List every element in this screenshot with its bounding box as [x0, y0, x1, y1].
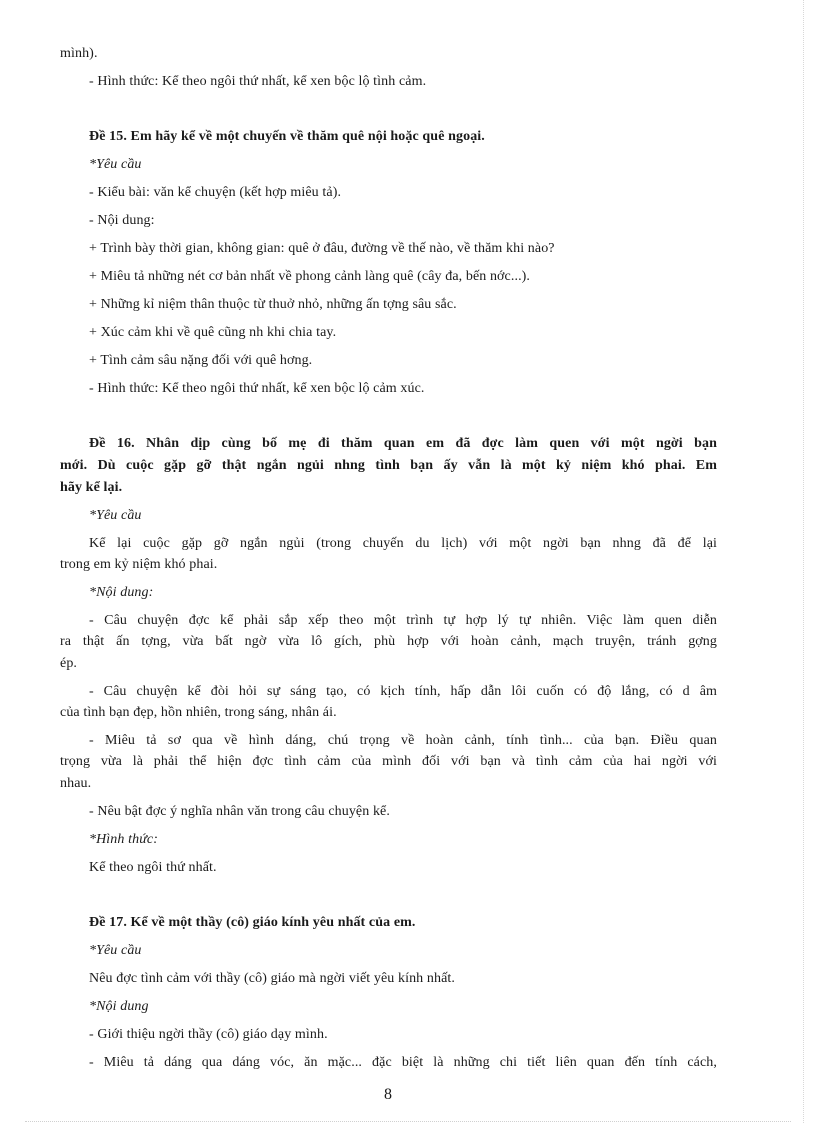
requirement-label: *Yêu cầu — [89, 943, 142, 958]
page-edge-divider — [803, 0, 804, 1123]
content-label: *Nội dung — [89, 999, 149, 1014]
text-line: trọng vừa là phải thể hiện đợc tình cảm của mình đối với bạn và tình cảm của hai ngời với — [60, 754, 717, 769]
section-heading-de-15: Đề 15. Em hãy kể về một chuyến về thăm quê nội hoặc quê ngoại. — [89, 129, 485, 144]
text-line: ra thật ấn tợng, vừa bất ngờ vừa lô gích, phù hợp với hoàn cảnh, mạch truyện, tránh gợng — [60, 634, 717, 649]
content-label: *Nội dung: — [89, 585, 154, 600]
text-line: - Câu chuyện đợc kể phải sắp xếp theo một trình tự hợp lý tự nhiên. Việc làm quen diễn — [89, 613, 717, 628]
text-line: ép. — [60, 656, 78, 671]
text-line: của tình bạn đẹp, hồn nhiên, trong sáng, nhân ái. — [60, 705, 337, 720]
section-heading-de-16: mới. Dù cuộc gặp gỡ thật ngắn ngủi nhng tình bạn ấy vẫn là một kỷ niệm khó phai. Em — [60, 458, 717, 473]
text-line: mình). — [60, 46, 98, 61]
text-line: - Kiểu bài: văn kể chuyện (kết hợp miêu tả). — [89, 185, 342, 200]
text-line: - Miêu tả sơ qua về hình dáng, chú trọng về hoàn cảnh, tính tình... của bạn. Điều quan — [89, 733, 717, 748]
text-line: Kể lại cuộc gặp gỡ ngắn ngủi (trong chuyến du lịch) với một ngời bạn nhng đã để lại — [89, 536, 717, 551]
form-label: *Hình thức: — [89, 832, 159, 847]
requirement-label: *Yêu cầu — [89, 508, 142, 523]
text-line: - Giới thiệu ngời thầy (cô) giáo dạy mình. — [89, 1027, 328, 1042]
text-line: - Nội dung: — [89, 213, 155, 228]
text-line: Kể theo ngôi thứ nhất. — [89, 860, 217, 875]
text-line: Nêu đợc tình cảm với thầy (cô) giáo mà ngời viết yêu kính nhất. — [89, 971, 455, 986]
text-line: - Hình thức: Kể theo ngôi thứ nhất, kể xen bộc lộ cảm xúc. — [89, 381, 425, 396]
text-line: + Những kỉ niệm thân thuộc từ thuở nhỏ, những ấn tợng sâu sắc. — [89, 297, 457, 312]
text-line: + Miêu tả những nét cơ bản nhất về phong cảnh làng quê (cây đa, bến nớc...). — [89, 269, 531, 284]
text-line: - Câu chuyện kể đòi hỏi sự sáng tạo, có kịch tính, hấp dẫn lôi cuốn có độ lắng, có d âm — [89, 684, 717, 699]
section-heading-de-16: hãy kể lại. — [60, 480, 123, 495]
text-line: - Miêu tả dáng qua dáng vóc, ăn mặc... đặc biệt là những chi tiết liên quan đến tính cách, — [89, 1055, 717, 1070]
section-heading-de-17: Đề 17. Kể về một thầy (cô) giáo kính yêu nhất của em. — [89, 915, 416, 930]
text-line: nhau. — [60, 776, 92, 791]
text-line: + Tình cảm sâu nặng đối với quê hơng. — [89, 353, 313, 368]
text-line: - Hình thức: Kể theo ngôi thứ nhất, kể xen bộc lộ tình cảm. — [89, 74, 427, 89]
text-line: trong em kỷ niệm khó phai. — [60, 557, 218, 572]
requirement-label: *Yêu cầu — [89, 157, 142, 172]
text-line: - Nêu bật đợc ý nghĩa nhân văn trong câu chuyện kể. — [89, 804, 390, 819]
text-line: + Xúc cảm khi về quê cũng nh khi chia tay. — [89, 325, 337, 340]
footer-divider — [25, 1121, 791, 1122]
page-number: 8 — [383, 1086, 393, 1103]
section-heading-de-16: Đề 16. Nhân dịp cùng bố mẹ đi thăm quan em đã đợc làm quen với một ngời bạn — [89, 436, 717, 451]
text-line: + Trình bày thời gian, không gian: quê ở đâu, đường về thế nào, về thăm khi nào? — [89, 241, 555, 256]
